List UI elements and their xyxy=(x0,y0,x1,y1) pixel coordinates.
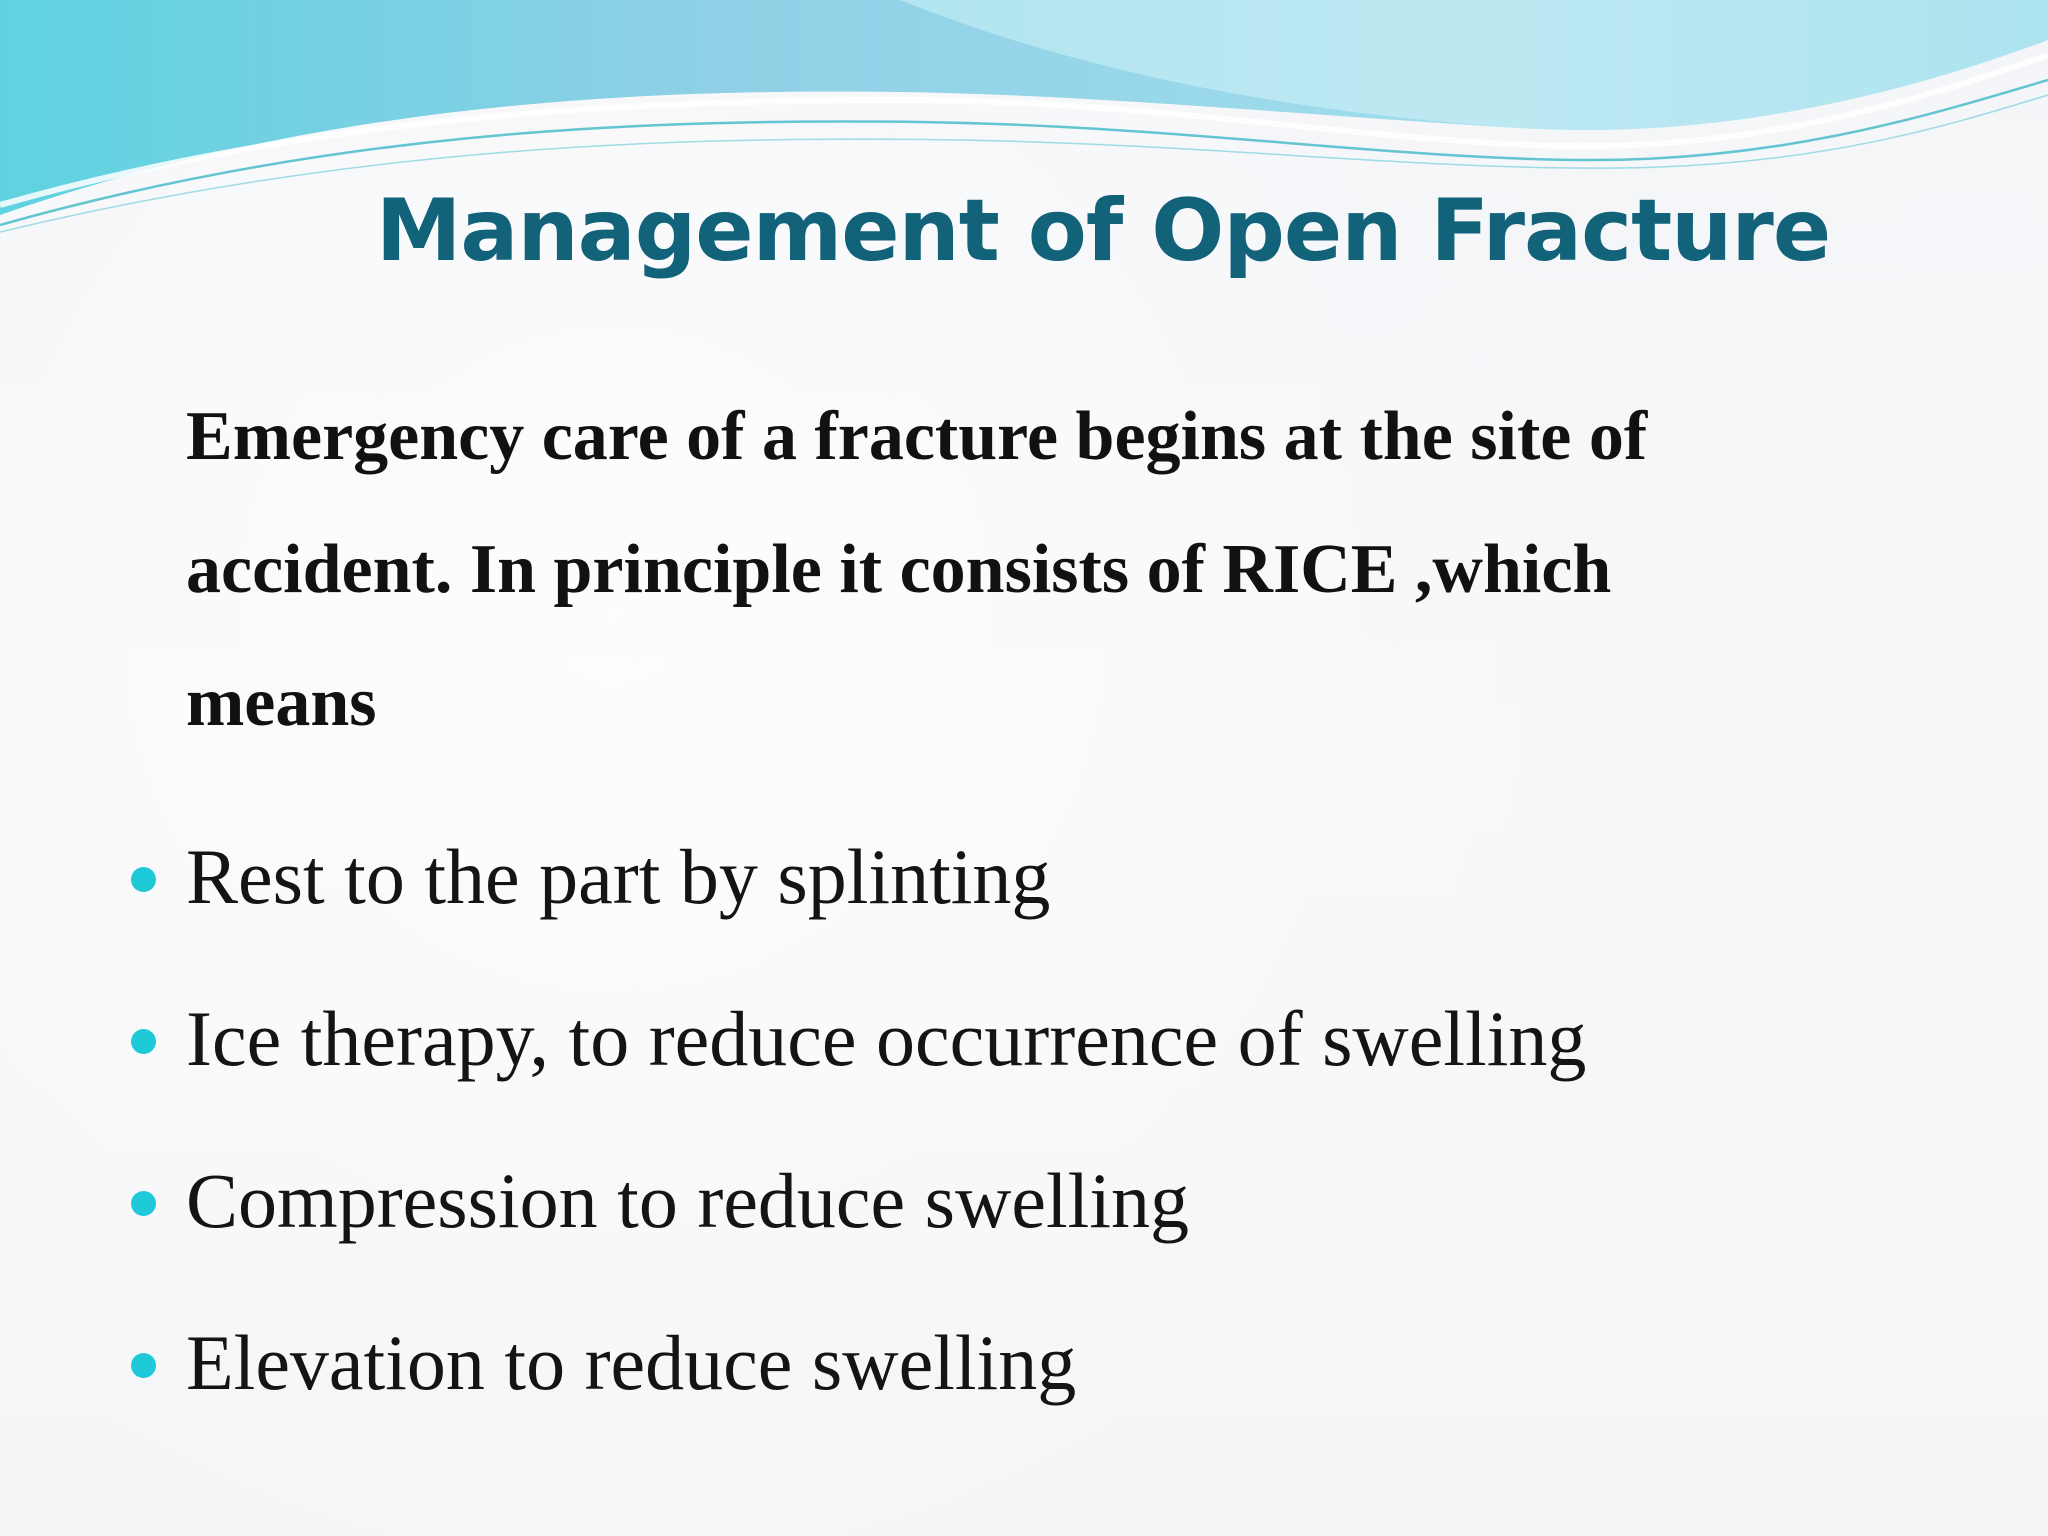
intro-line: means xyxy=(186,664,377,741)
bullet-text: Ice therapy, to reduce occurrence of swelling xyxy=(186,995,1587,1082)
bullet-item-rest xyxy=(0,800,2048,962)
intro-paragraph xyxy=(186,370,1886,769)
bullet-item-compression xyxy=(0,1124,2048,1286)
bullet-text: Elevation to reduce swelling xyxy=(186,1319,1077,1406)
bullet-dot-icon xyxy=(131,1353,156,1378)
bullet-dot-icon xyxy=(131,1029,156,1054)
bullet-list xyxy=(0,800,2048,1448)
intro-line: accident. In principle it consists of RICE ,which xyxy=(186,531,1612,608)
slide-title: Management of Open Fracture xyxy=(375,181,1831,281)
bullet-item-ice xyxy=(0,962,2048,1124)
bullet-dot-icon xyxy=(131,867,156,892)
bullet-item-elevation xyxy=(0,1286,2048,1448)
bullet-text: Rest to the part by splinting xyxy=(186,833,1051,920)
bullet-text: Compression to reduce swelling xyxy=(186,1157,1189,1244)
bullet-dot-icon xyxy=(131,1191,156,1216)
intro-line: Emergency care of a fracture begins at the site of xyxy=(186,398,1648,475)
